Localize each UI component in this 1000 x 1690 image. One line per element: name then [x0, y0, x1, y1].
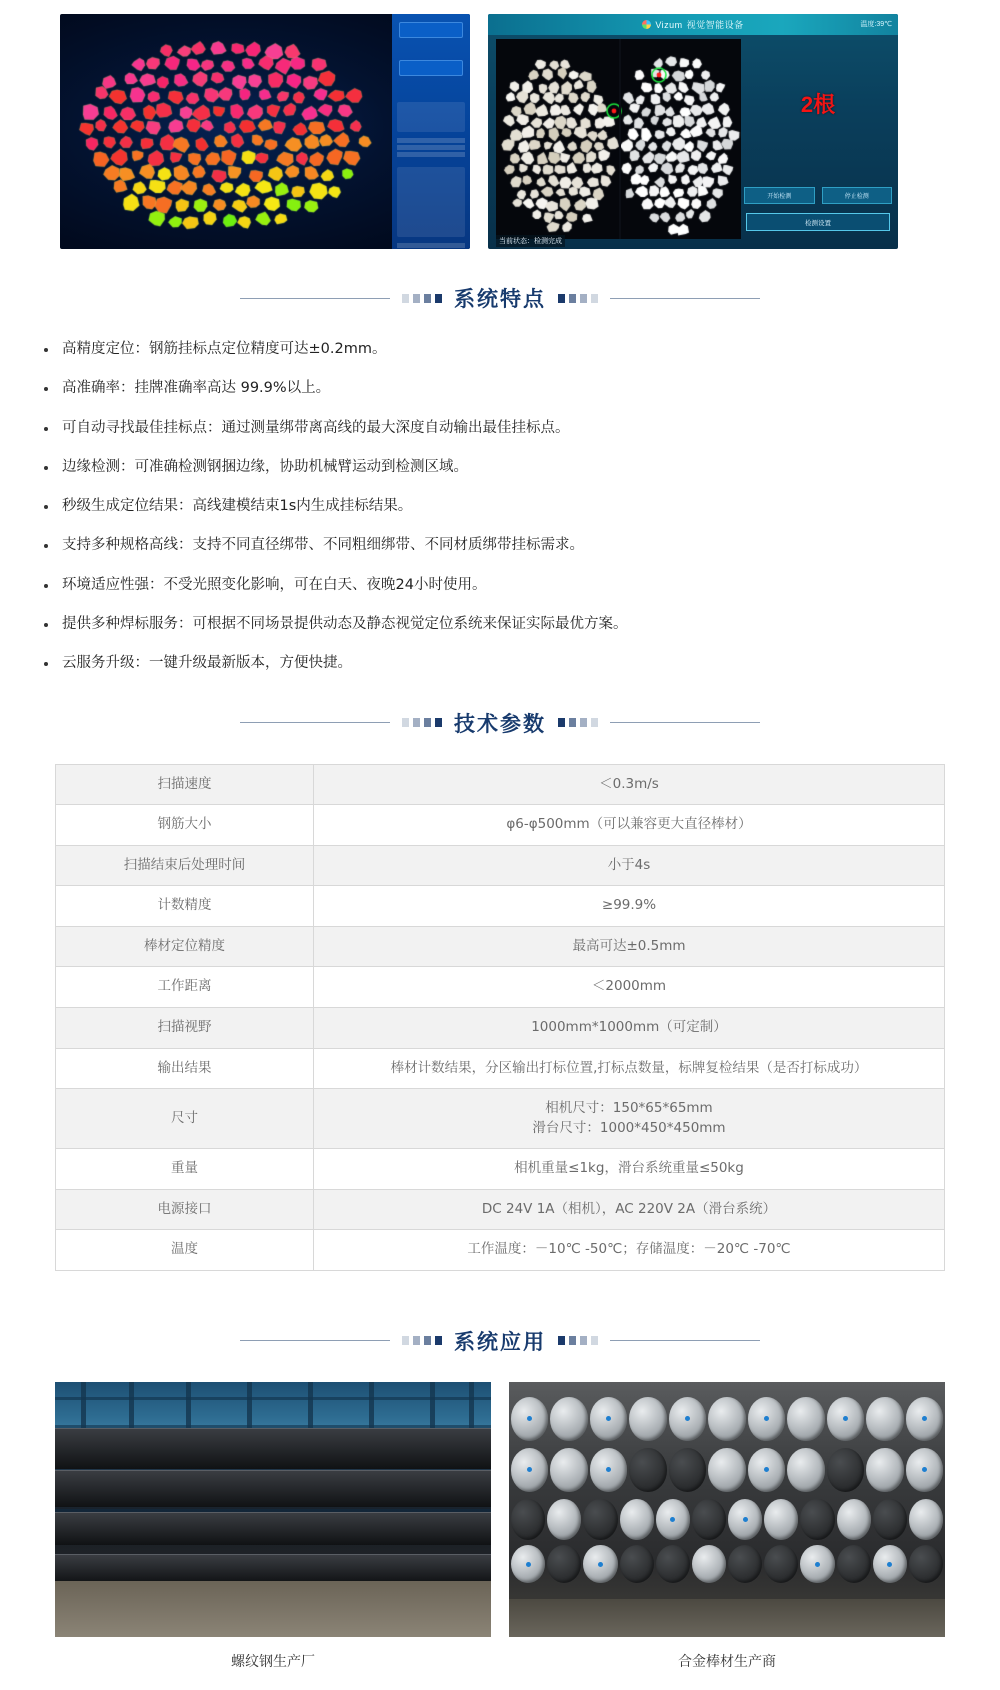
application-item [55, 1382, 491, 1671]
round-bar-end [866, 1397, 903, 1440]
table-row [56, 1149, 945, 1190]
brand-name: Vizum [655, 19, 683, 30]
spec-key: 输出结果 [56, 1048, 314, 1089]
vizum-logo-icon [642, 20, 651, 29]
table-row [56, 1189, 945, 1230]
bar-paint-mark [685, 1416, 690, 1421]
spec-key: 工作距离 [56, 967, 314, 1008]
roof-beam [55, 1397, 491, 1400]
table-row [56, 1048, 945, 1089]
header-squares-left [402, 718, 442, 727]
feature-item [40, 496, 945, 516]
round-bar-end [692, 1545, 726, 1583]
header-squares-right [558, 718, 598, 727]
header-line-right [610, 1340, 760, 1341]
feature-item [40, 614, 945, 634]
feature-text: 边缘检测：可准确检测钢捆边缘，协助机械臂运动到检测区域。 [62, 458, 468, 475]
spec-value: 1000mm*1000mm（可定制） [314, 1008, 945, 1049]
header-line-left [240, 1340, 390, 1341]
round-bar-end [620, 1499, 654, 1540]
round-bar-end [906, 1397, 943, 1440]
spec-key: 电源接口 [56, 1189, 314, 1230]
spec-value: ＜2000mm [314, 967, 945, 1008]
round-bar-end [837, 1499, 871, 1540]
start-detection-button[interactable]: 开始检测 [744, 187, 815, 204]
spec-value: 最高可达±0.5mm [314, 926, 945, 967]
bullet-icon [44, 584, 48, 588]
spec-value: 相机尺寸：150*65*65mm 滑台尺寸：1000*450*450mm [314, 1089, 945, 1149]
scan-control-panel [392, 14, 470, 249]
bar-paint-mark [526, 1562, 531, 1567]
round-bar-end [583, 1499, 617, 1540]
round-bar-end [669, 1448, 706, 1491]
detection-view [496, 39, 741, 239]
header-line-left [240, 722, 390, 723]
feature-text: 高精度定位：钢筋挂标点定位精度可达±0.2mm。 [62, 341, 387, 357]
rebar-stack [55, 1428, 491, 1469]
bar-row [509, 1545, 945, 1583]
bar-paint-mark [922, 1416, 927, 1421]
bar-paint-mark [527, 1467, 532, 1472]
bullet-icon [44, 662, 48, 666]
round-bar-end [800, 1499, 834, 1540]
round-bar-end [550, 1397, 587, 1440]
table-row [56, 926, 945, 967]
table-row [56, 764, 945, 805]
bar-row [509, 1448, 945, 1491]
panel-log-block [397, 167, 465, 237]
spec-table-wrapper [0, 764, 1000, 1271]
spec-value: 棒材计数结果，分区输出打标位置,打标点数量，标牌复检结果（是否打标成功） [314, 1048, 945, 1089]
bar-row [509, 1499, 945, 1540]
round-bar-end [728, 1499, 762, 1540]
round-bar-end [909, 1545, 943, 1583]
vision-app-titlebar [488, 14, 898, 35]
view-divider [619, 39, 621, 239]
apps-title: 系统应用 [454, 1329, 546, 1354]
bar-paint-mark [815, 1562, 820, 1567]
table-row [56, 886, 945, 927]
rebar-stack [55, 1512, 491, 1545]
features-title: 系统特点 [454, 287, 546, 311]
spec-value: 小于4s [314, 845, 945, 886]
round-bar-end [764, 1545, 798, 1583]
alloy-bar-factory-photo [509, 1382, 945, 1637]
round-bar-end [590, 1397, 627, 1440]
bullet-icon [44, 466, 48, 470]
features-section-header [0, 283, 1000, 313]
bullet-icon [44, 427, 48, 431]
round-bar-end [708, 1397, 745, 1440]
bar-paint-mark [670, 1517, 675, 1522]
round-bar-end [827, 1448, 864, 1491]
round-bar-end [583, 1545, 617, 1583]
header-squares-right [558, 294, 598, 303]
bar-paint-mark [606, 1467, 611, 1472]
feature-item [40, 653, 945, 673]
bar-paint-mark [606, 1416, 611, 1421]
spec-value: φ6-φ500mm（可以兼容更大直径棒材） [314, 805, 945, 846]
bullet-icon [44, 505, 48, 509]
capture-frame-button[interactable] [399, 22, 463, 38]
photo-caption: 合金棒材生产商 [678, 1653, 776, 1670]
photo-caption: 螺纹钢生产厂 [231, 1653, 315, 1670]
panel-data-row [397, 243, 465, 248]
round-bar-end [748, 1448, 785, 1491]
feature-item [40, 457, 945, 477]
feature-text: 秒级生成定位结果：高线建模结束1s内生成挂标结果。 [62, 498, 413, 515]
round-bar-end [827, 1397, 864, 1440]
feature-item [40, 575, 945, 595]
vision-device-screenshot [488, 14, 898, 249]
spec-key: 扫描结束后处理时间 [56, 845, 314, 886]
header-squares-left [402, 1336, 442, 1345]
application-item [509, 1382, 945, 1671]
feature-text: 环境适应性强：不受光照变化影响，可在白天、夜晚24小时使用。 [62, 576, 487, 593]
bar-paint-mark [764, 1467, 769, 1472]
status-text: 当前状态：检测完成 [496, 235, 565, 247]
round-bar-end [748, 1397, 785, 1440]
apps-section-header [0, 1326, 1000, 1356]
round-bar-end [873, 1499, 907, 1540]
table-row [56, 1008, 945, 1049]
round-bar-end [590, 1448, 627, 1491]
table-row [56, 967, 945, 1008]
specs-section-header [0, 708, 1000, 738]
round-bar-end [800, 1545, 834, 1583]
header-line-right [610, 298, 760, 299]
round-bar-end [692, 1499, 726, 1540]
round-bar-end [764, 1499, 798, 1540]
round-bar-end [873, 1545, 907, 1583]
round-bar-end [629, 1397, 666, 1440]
spec-key: 温度 [56, 1230, 314, 1271]
header-squares-right [558, 1336, 598, 1345]
round-bar-end [511, 1448, 548, 1491]
yard-ground [509, 1599, 945, 1637]
spec-key: 钢筋大小 [56, 805, 314, 846]
rebar-stack [55, 1554, 491, 1583]
bar-paint-mark [922, 1467, 927, 1472]
feature-item [40, 378, 945, 398]
round-bar-end [728, 1545, 762, 1583]
round-bar-end [656, 1499, 690, 1540]
bar-paint-mark [598, 1562, 603, 1567]
spec-table [55, 764, 945, 1271]
round-bar-end [511, 1545, 545, 1583]
rebar-point-cloud-image [60, 14, 392, 249]
detection-settings-button[interactable]: 检测设置 [746, 213, 890, 231]
round-bar-end [669, 1397, 706, 1440]
round-bar-end [547, 1499, 581, 1540]
features-list [0, 339, 1000, 674]
round-bar-end [787, 1448, 824, 1491]
feature-item [40, 339, 945, 359]
round-bar-end [866, 1448, 903, 1491]
feature-text: 高准确率：挂牌准确率高达 99.9%以上。 [62, 380, 331, 397]
spec-key: 扫描速度 [56, 764, 314, 805]
spec-value: DC 24V 1A（相机），AC 220V 2A（滑台系统） [314, 1189, 945, 1230]
spec-value: 工作温度：－10℃ -50℃；存储温度：－20℃ -70℃ [314, 1230, 945, 1271]
round-bar-end [656, 1545, 690, 1583]
spec-key: 计数精度 [56, 886, 314, 927]
rebar-stack [55, 1470, 491, 1507]
header-squares-left [402, 294, 442, 303]
bar-paint-mark [764, 1416, 769, 1421]
round-bar-end [511, 1499, 545, 1540]
bar-paint-mark [887, 1562, 892, 1567]
stop-detection-button[interactable]: 停止检测 [822, 187, 893, 204]
round-bar-end [909, 1499, 943, 1540]
spec-value: ＜0.3m/s [314, 764, 945, 805]
round-bar-end [620, 1545, 654, 1583]
vision-side-panel [744, 40, 892, 240]
feature-text: 支持多种规格高线：支持不同直径绑带、不同粗细绑带、不同材质绑带挂标需求。 [62, 537, 584, 554]
round-bar-end [511, 1397, 548, 1440]
round-bar-end [629, 1448, 666, 1491]
panel-data-row [397, 138, 465, 143]
round-bar-end [837, 1545, 871, 1583]
bar-paint-mark [743, 1517, 748, 1522]
warehouse-floor [55, 1581, 491, 1637]
feature-item [40, 418, 945, 438]
count-result: 2根 [800, 92, 836, 117]
table-row [56, 845, 945, 886]
spec-key: 尺寸 [56, 1089, 314, 1149]
bullet-icon [44, 623, 48, 627]
temperature-readout: 温度:39℃ [860, 21, 892, 28]
calibration-matrix-block [397, 102, 465, 132]
header-line-right [610, 722, 760, 723]
bullet-icon [44, 387, 48, 391]
spec-key: 扫描视野 [56, 1008, 314, 1049]
round-bar-end [906, 1448, 943, 1491]
bullet-icon [44, 348, 48, 352]
point-cloud-screenshot [60, 14, 470, 249]
feature-text: 云服务升级：一键升级最新版本，方便快捷。 [62, 655, 352, 672]
feature-item [40, 535, 945, 555]
spec-value: ≥99.9% [314, 886, 945, 927]
vizum-brand [642, 18, 743, 31]
feature-text: 可自动寻找最佳挂标点：通过测量绑带离高线的最大深度自动输出最佳挂标点。 [62, 419, 570, 436]
bar-paint-mark [527, 1416, 532, 1421]
round-bar-end [550, 1448, 587, 1491]
bar-row [509, 1397, 945, 1440]
spec-value: 相机重量≤1kg，滑台系统重量≤50kg [314, 1149, 945, 1190]
table-row [56, 1089, 945, 1149]
panel-data-row [397, 145, 465, 150]
panel-data-row [397, 152, 465, 157]
brand-title: 视觉智能设备 [686, 20, 744, 30]
round-bar-end [708, 1448, 745, 1491]
detection-button-row [744, 187, 892, 204]
application-photos [0, 1382, 1000, 1671]
bar-paint-mark [843, 1416, 848, 1421]
table-row [56, 805, 945, 846]
bullet-icon [44, 544, 48, 548]
table-row [56, 1230, 945, 1271]
spec-key: 棒材定位精度 [56, 926, 314, 967]
header-line-left [240, 298, 390, 299]
feature-text: 提供多种焊标服务：可根据不同场景提供动态及静态视觉定位系统来保证实际最优方案。 [62, 616, 628, 633]
specs-title: 技术参数 [454, 711, 546, 736]
spec-key: 重量 [56, 1149, 314, 1190]
rebar-factory-photo [55, 1382, 491, 1637]
start-calibration-button[interactable] [399, 60, 463, 76]
round-bar-end [787, 1397, 824, 1440]
round-bar-end [547, 1545, 581, 1583]
top-screenshot-row [0, 0, 1000, 249]
